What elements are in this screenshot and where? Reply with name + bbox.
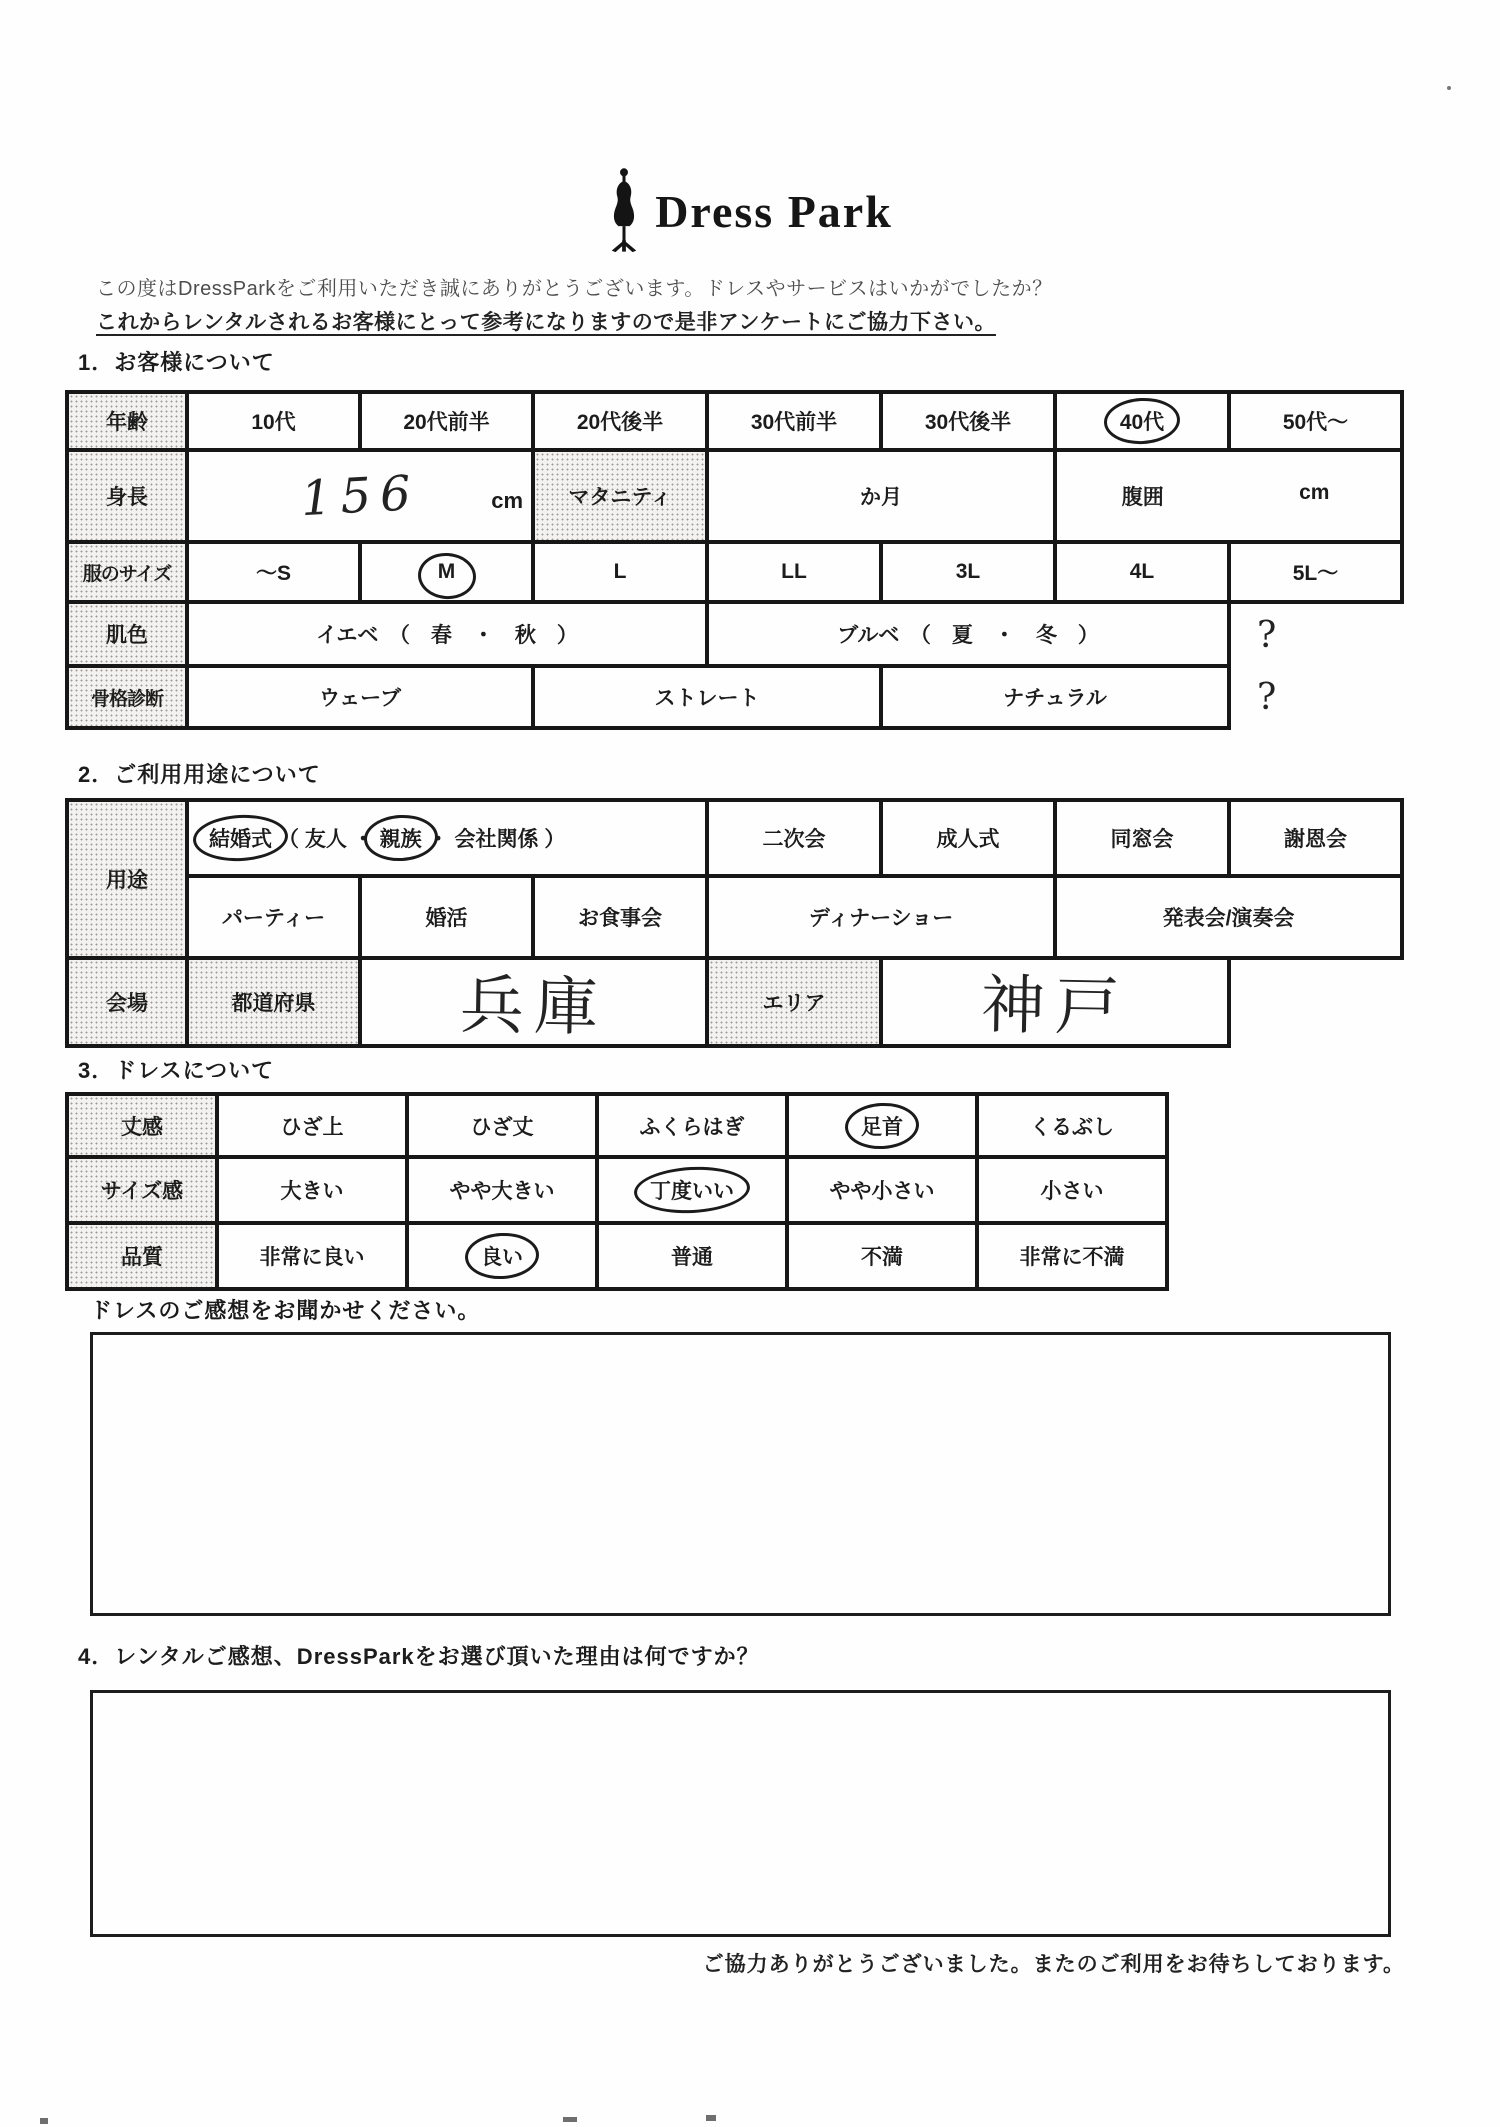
skeleton-row [67,666,1402,728]
wedding-detail-post: ・ 会社関係 ） [427,828,566,851]
intro-line-2: これからレンタルされるお客様にとって参考になりますので是非アンケートにご協力下さい。 [96,311,996,334]
scan-speck [706,2115,716,2121]
section4-heading: 4．レンタルご感想、DressParkをお選び頂いた理由は何ですか？ [78,1644,760,1669]
logo-text: Dress Park [655,185,893,237]
prefecture-label: 都道府県 [187,958,360,1046]
length-option-calf: ふくらはぎ [597,1094,787,1157]
usage-option-dinner-show: ディナーショー [707,876,1055,958]
rental-comments-box [90,1690,1391,1937]
usage-option-recital: 発表会/演奏会 [1055,876,1402,958]
scan-speck [563,2117,577,2122]
age-option-20early: 20代前半 [360,392,533,450]
age-option-40s-selected [1055,392,1229,450]
clothing-size-row [67,542,1402,602]
skin-tone-row [67,602,1402,666]
wedding-detail-pre: （ 友人 ・ [278,828,374,851]
skin-option-yellow-base: イエベ （ 春 ・ 秋 ） [187,602,707,666]
waist-cell [1055,450,1402,542]
dress-table [65,1092,1169,1291]
selection-circle: M [432,559,462,585]
months-cell: か月 [707,450,1055,542]
dress-comments-box [90,1332,1391,1616]
height-row [67,450,1402,542]
fit-option-small: 小さい [977,1157,1167,1223]
height-label: 身長 [67,450,187,542]
intro-line-1: この度はDressParkをご利用いただき誠にありがとうございます。ドレスやサービスはいかがでしたか？ [96,278,1053,300]
selection-circle: 足首 [855,1110,909,1142]
height-unit: cm [491,488,523,513]
selection-circle: 親族 [374,822,428,854]
height-value-cell [187,450,533,542]
skin-tone-label: 肌色 [67,602,187,666]
length-option-above-knee: ひざ上 [217,1094,407,1157]
length-option-knee: ひざ丈 [407,1094,597,1157]
usage-table [65,798,1404,1048]
usage-option-dinner-meeting: お食事会 [533,876,707,958]
footer-thanks: ご協力ありがとうございました。またのご利用をお待ちしております。 [702,1953,1405,1976]
usage-option-wedding [187,800,707,876]
length-label: 丈感 [67,1094,217,1157]
length-option-anklebone: くるぶし [977,1094,1167,1157]
waist-label: 腹囲 [1121,486,1164,509]
size-option-l: L [533,542,707,602]
selection-circle: 結婚式 [203,822,278,854]
clothing-size-label: 服のサイズ [67,542,187,602]
fit-option-slightly-big: やや大きい [407,1157,597,1223]
handwritten-prefecture: 兵庫 [458,968,609,1046]
size-option-5l: 5L～ [1229,542,1402,602]
dress-form-icon [607,163,641,259]
fit-option-just-right-selected [597,1157,787,1223]
usage-option-afterparty: 二次会 [707,800,881,876]
area-value-cell [881,958,1229,1046]
section2-heading: 2．ご利用用途について [78,762,321,787]
quality-label: 品質 [67,1223,217,1289]
handwritten-question-mark: ? [1257,676,1277,718]
scan-speck [40,2118,48,2124]
size-option-s: ～S [187,542,360,602]
fit-label: サイズ感 [67,1157,217,1223]
handwritten-area: 神戸 [980,968,1130,1046]
section3-heading: 3．ドレスについて [78,1058,275,1083]
usage-option-reunion: 同窓会 [1055,800,1229,876]
selection-circle: 40代 [1114,405,1170,437]
customer-table [65,390,1404,730]
purpose-label: 用途 [67,800,187,958]
usage-option-konkatsu: 婚活 [360,876,533,958]
age-option-50s: 50代～ [1229,392,1402,450]
fit-option-slightly-small: やや小さい [787,1157,977,1223]
length-row [67,1094,1167,1157]
quality-option-very-good: 非常に良い [217,1223,407,1289]
usage-option-party: パーティー [187,876,360,958]
age-row [67,392,1402,450]
handwritten-question-mark: ? [1257,614,1277,656]
age-option-20late: 20代後半 [533,392,707,450]
skeleton-option-wave: ウェーブ [187,666,533,728]
skin-note-area [1229,602,1402,666]
quality-option-good-selected [407,1223,597,1289]
size-option-3l: 3L [881,542,1055,602]
skin-option-blue-base: ブルベ （ 夏 ・ 冬 ） [707,602,1229,666]
fit-option-big: 大きい [217,1157,407,1223]
size-option-m-selected [360,542,533,602]
venue-row-gap [1229,958,1402,1046]
selection-circle: 丁度いい [644,1174,740,1206]
quality-option-very-dissatisfied: 非常に不満 [977,1223,1167,1289]
age-label: 年齢 [67,392,187,450]
selection-circle: 良い [475,1240,529,1272]
logo [0,163,1500,259]
maternity-label: マタニティ [533,450,707,542]
usage-option-coming-of-age: 成人式 [881,800,1055,876]
dress-comments-label: ドレスのご感想をお聞かせください。 [90,1298,481,1323]
skeleton-note-area [1229,666,1402,728]
usage-row-2 [67,876,1402,958]
quality-row [67,1223,1167,1289]
venue-row [67,958,1402,1046]
waist-unit: cm [1299,481,1330,504]
skeleton-option-natural: ナチュラル [881,666,1229,728]
age-option-30late: 30代後半 [881,392,1055,450]
skeleton-label: 骨格診断 [67,666,187,728]
section1-heading: 1．お客様について [78,350,275,375]
quality-option-normal: 普通 [597,1223,787,1289]
age-option-30early: 30代前半 [707,392,881,450]
fit-row [67,1157,1167,1223]
area-label: エリア [707,958,881,1046]
venue-label: 会場 [67,958,187,1046]
length-option-ankle-selected [787,1094,977,1157]
usage-row-1 [67,800,1402,876]
usage-option-thanks-party: 謝恩会 [1229,800,1402,876]
handwritten-height: 156 [299,464,421,528]
scan-speck [1447,86,1451,90]
size-option-4l: 4L [1055,542,1229,602]
size-option-ll: LL [707,542,881,602]
quality-option-dissatisfied: 不満 [787,1223,977,1289]
age-option-10s: 10代 [187,392,360,450]
skeleton-option-straight: ストレート [533,666,881,728]
prefecture-value-cell [360,958,707,1046]
